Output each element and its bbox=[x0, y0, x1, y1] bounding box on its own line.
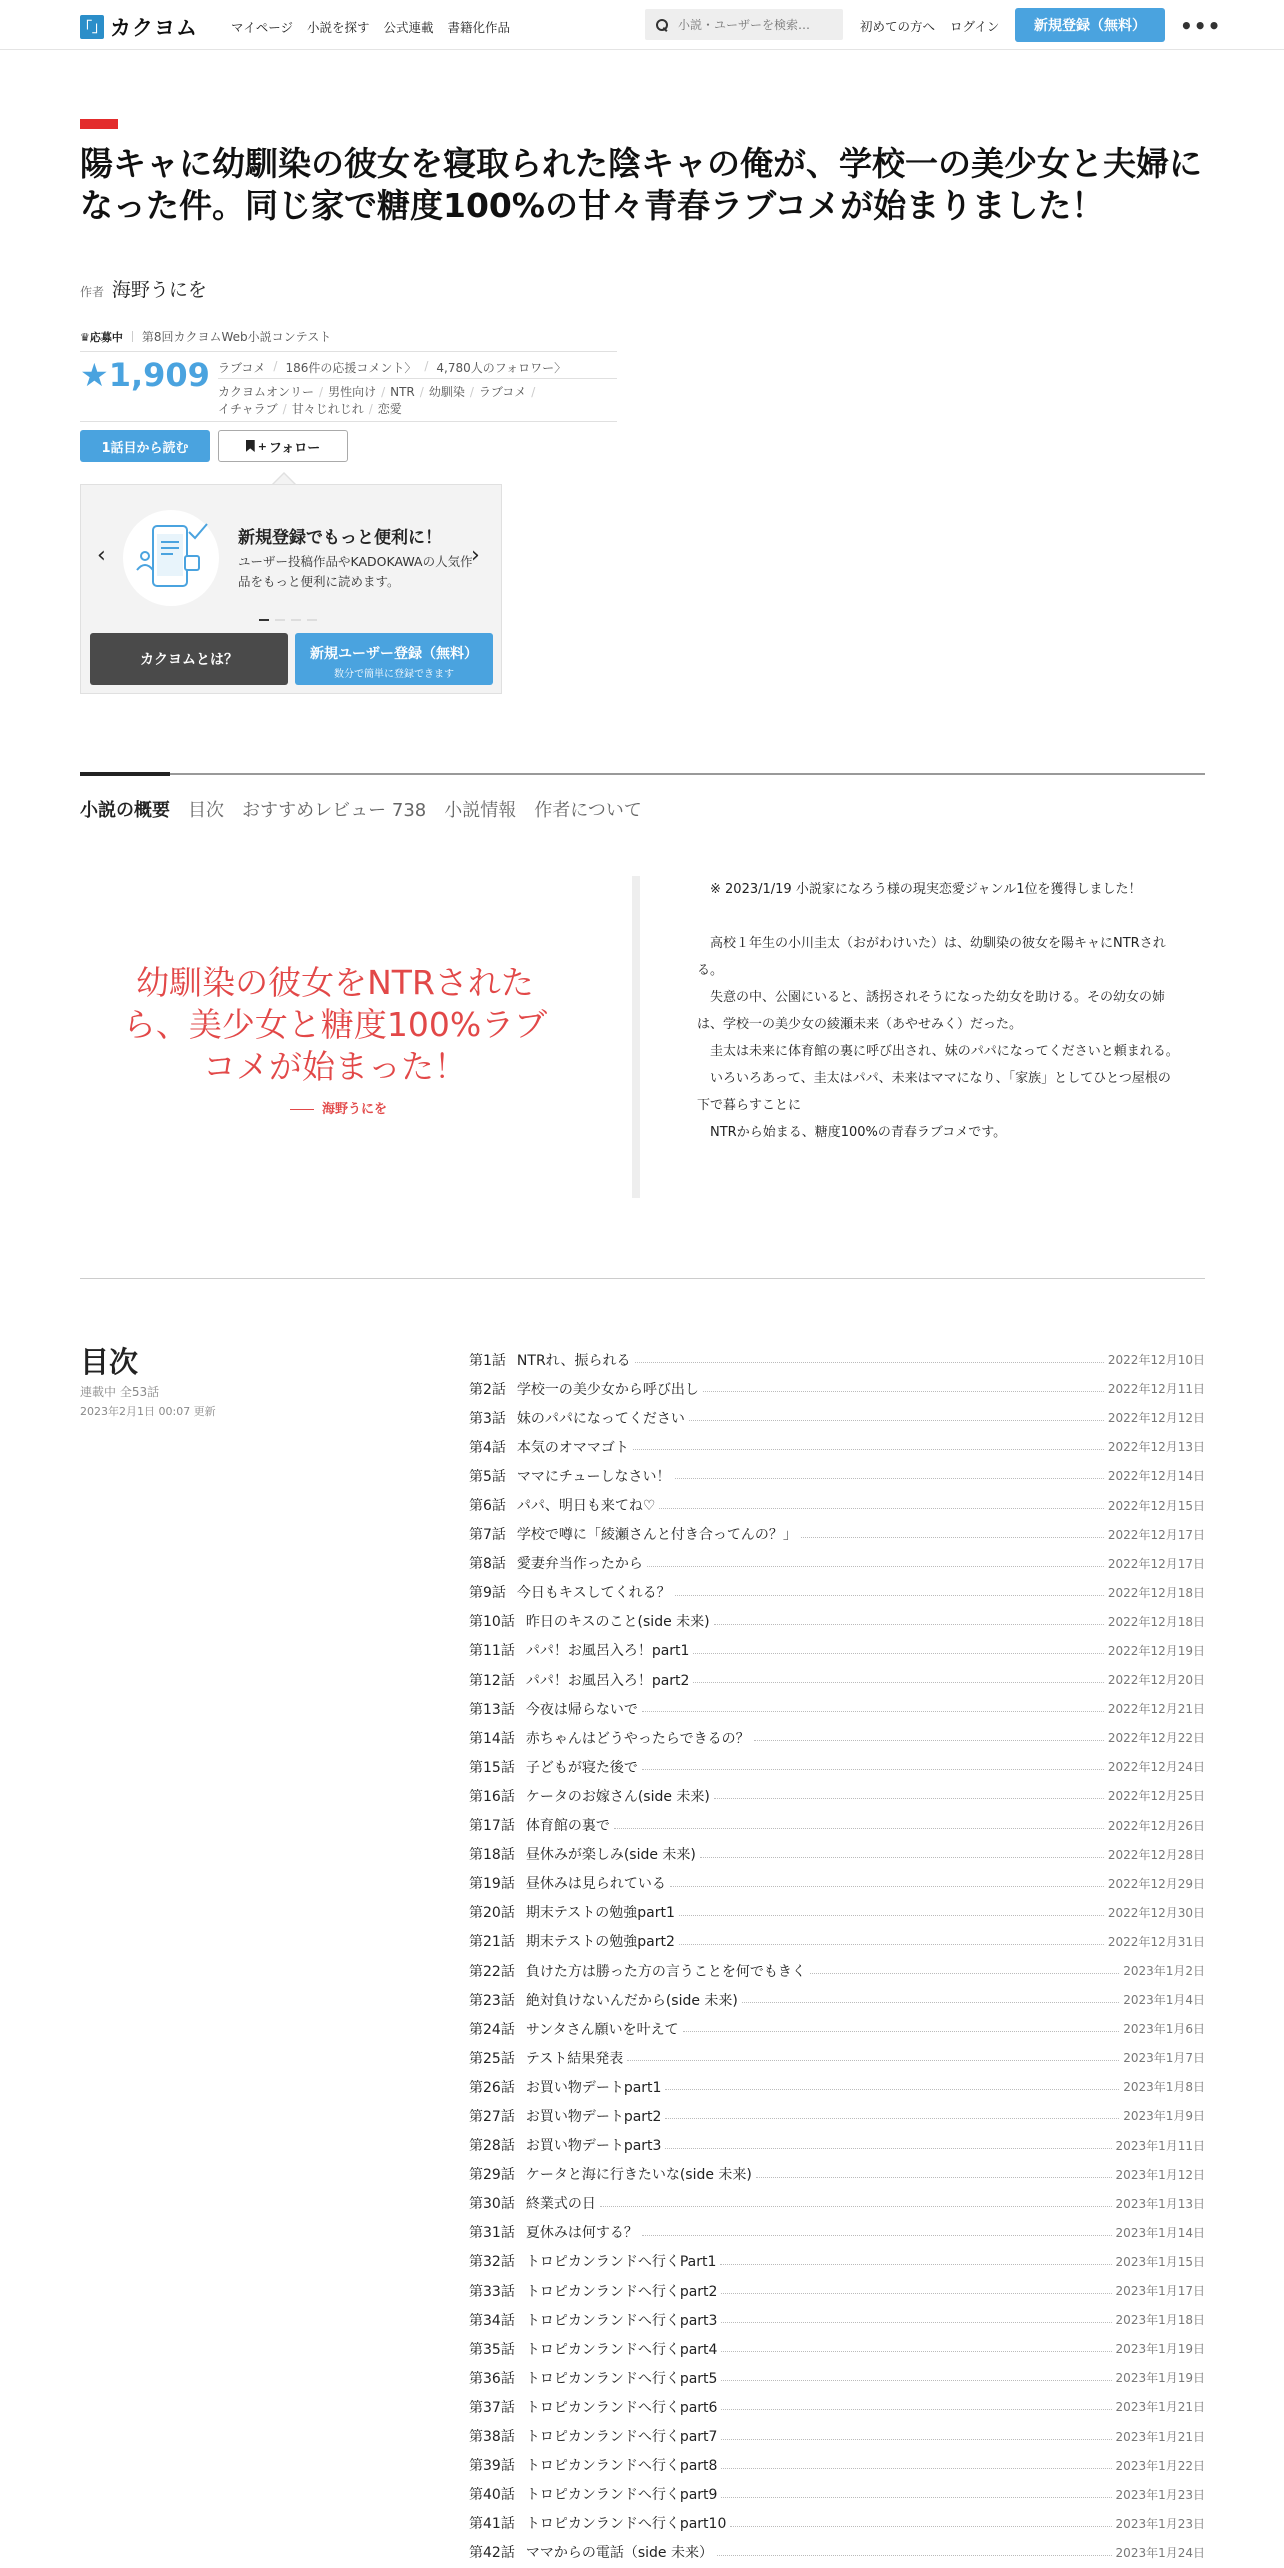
episode-number: 第39話 bbox=[469, 2458, 515, 2475]
dotted-leader bbox=[600, 2206, 1112, 2207]
episode-row[interactable] bbox=[469, 1927, 1205, 1956]
episode-number: 第17話 bbox=[469, 1818, 515, 1835]
dotted-leader bbox=[756, 2177, 1112, 2178]
episode-number: 第15話 bbox=[469, 1759, 515, 1776]
episode-number: 第14話 bbox=[469, 1730, 515, 1747]
divider bbox=[80, 421, 617, 422]
episode-row[interactable] bbox=[469, 2392, 1205, 2421]
tag[interactable]: 幼馴染 bbox=[428, 385, 465, 399]
nav-search-novels[interactable]: 小説を探す bbox=[307, 20, 370, 35]
episode-row[interactable] bbox=[469, 1432, 1205, 1461]
episode-row[interactable] bbox=[469, 1898, 1205, 1927]
dotted-leader bbox=[730, 2526, 1111, 2527]
episode-row[interactable] bbox=[469, 2451, 1205, 2480]
dotted-leader bbox=[665, 2089, 1119, 2090]
episode-title[interactable]: 愛妻弁当作ったから bbox=[516, 1556, 643, 1573]
episode-row[interactable] bbox=[469, 2218, 1205, 2247]
episode-date: 2023年1月22日 bbox=[1115, 2458, 1205, 2473]
episode-row[interactable] bbox=[469, 1811, 1205, 1840]
logo-mark-icon: 「」 bbox=[80, 15, 104, 39]
episode-row[interactable] bbox=[469, 1723, 1205, 1752]
episode-number: 第40話 bbox=[469, 2487, 515, 2504]
episode-date: 2022年12月20日 bbox=[1107, 1673, 1205, 1688]
episode-date: 2023年1月19日 bbox=[1115, 2371, 1205, 2386]
work-tabs bbox=[80, 796, 642, 822]
episode-row[interactable] bbox=[469, 1665, 1205, 1694]
tag[interactable]: 恋愛 bbox=[377, 402, 402, 416]
episode-number: 第22話 bbox=[469, 1963, 515, 1980]
tag[interactable]: ラブコメ bbox=[478, 385, 527, 399]
episode-number: 第31話 bbox=[469, 2225, 515, 2242]
episode-date: 2022年12月17日 bbox=[1107, 1556, 1205, 1571]
tab-toc[interactable]: 目次 bbox=[188, 800, 224, 821]
episode-row[interactable] bbox=[469, 1461, 1205, 1490]
dotted-leader bbox=[742, 2002, 1119, 2003]
episode-row[interactable] bbox=[469, 2363, 1205, 2392]
dotted-leader bbox=[633, 1449, 1104, 1450]
dotted-leader bbox=[659, 1508, 1103, 1509]
episode-row[interactable] bbox=[469, 1694, 1205, 1723]
episode-title[interactable]: トロピカンランドへ行くpart3 bbox=[525, 2312, 718, 2329]
first-time-link[interactable]: 初めての方へ bbox=[860, 19, 936, 34]
dotted-leader bbox=[679, 1915, 1104, 1916]
dotted-leader bbox=[665, 2118, 1119, 2119]
promo-signup-sublabel: 数分で簡単に登録できます bbox=[334, 669, 454, 680]
smartphone-illustration-icon bbox=[123, 510, 219, 606]
episode-date: 2022年12月28日 bbox=[1107, 1847, 1205, 1862]
episode-title[interactable]: お買い物デートpart3 bbox=[525, 2138, 662, 2155]
episode-date: 2023年1月19日 bbox=[1115, 2342, 1205, 2357]
episode-number: 第41話 bbox=[469, 2516, 515, 2533]
dotted-leader bbox=[675, 1478, 1104, 1479]
follow-button[interactable] bbox=[218, 430, 348, 462]
episode-date: 2022年12月25日 bbox=[1107, 1789, 1205, 1804]
episode-number: 第9話 bbox=[469, 1585, 506, 1602]
episode-row[interactable] bbox=[469, 1781, 1205, 1810]
dotted-leader bbox=[721, 2351, 1111, 2352]
episode-row[interactable] bbox=[469, 1578, 1205, 1607]
dotted-leader bbox=[721, 2439, 1111, 2440]
episode-number: 第1話 bbox=[469, 1352, 506, 1369]
dotted-leader bbox=[693, 1682, 1103, 1683]
catchphrase-author: 海野うにを bbox=[290, 1098, 387, 1117]
episode-title[interactable]: 昨日のキスのこと(side 未来) bbox=[525, 1614, 710, 1631]
episode-date: 2023年1月14日 bbox=[1115, 2225, 1205, 2240]
episode-number: 第28話 bbox=[469, 2138, 515, 2155]
dotted-leader bbox=[670, 1886, 1104, 1887]
episode-number: 第27話 bbox=[469, 2108, 515, 2125]
episode-number: 第12話 bbox=[469, 1672, 515, 1689]
dotted-leader bbox=[647, 1566, 1104, 1567]
episode-row[interactable] bbox=[469, 2072, 1205, 2101]
episode-row[interactable] bbox=[469, 2305, 1205, 2334]
dotted-leader bbox=[721, 2468, 1111, 2469]
episode-number: 第23話 bbox=[469, 1992, 515, 2009]
tag[interactable]: 甘々じれじれ bbox=[291, 402, 364, 416]
carousel-indicators bbox=[259, 619, 317, 621]
episode-number: 第29話 bbox=[469, 2167, 515, 2184]
episode-title[interactable]: 子どもが寝た後で bbox=[525, 1759, 638, 1776]
tag-list: カクヨムオンリー / 男性向け / NTR / 幼馴染 / ラブコメ / イチャラブ / 甘々じれじれ / 恋愛 bbox=[218, 385, 536, 416]
nav-published-works[interactable]: 書籍化作品 bbox=[447, 20, 511, 35]
episode-number: 第33話 bbox=[469, 2283, 515, 2300]
dotted-leader bbox=[627, 2060, 1119, 2061]
tag[interactable]: イチャラブ bbox=[218, 402, 278, 416]
episode-row[interactable] bbox=[469, 2247, 1205, 2276]
carousel-next-icon[interactable]: › bbox=[471, 543, 480, 568]
episode-title[interactable]: 今日もキスしてくれる？ bbox=[516, 1585, 671, 1602]
episode-title[interactable]: 昼休みが楽しみ(side 未来) bbox=[525, 1847, 696, 1864]
episode-title[interactable]: トロピカンランドへ行くpart2 bbox=[525, 2283, 718, 2300]
episode-title[interactable]: 負けた方は勝った方の言うことを何でもきく bbox=[525, 1963, 806, 1980]
search-box[interactable] bbox=[645, 9, 843, 40]
carousel-prev-icon[interactable]: ‹ bbox=[97, 543, 106, 568]
episode-date: 2023年1月4日 bbox=[1123, 1993, 1205, 2008]
episode-number: 第25話 bbox=[469, 2050, 515, 2067]
episode-title[interactable]: 期末テストの勉強part1 bbox=[525, 1905, 675, 1922]
dotted-leader bbox=[721, 2409, 1111, 2410]
episode-title[interactable]: 本気のオママゴト bbox=[516, 1439, 629, 1456]
promo-signup-label: 新規ユーザー登録（無料） bbox=[310, 646, 478, 662]
episode-title[interactable]: トロピカンランドへ行くpart4 bbox=[525, 2341, 718, 2358]
episode-number: 第24話 bbox=[469, 2021, 515, 2038]
introduction-text: ※ 2023/1/19 小説家になろう様の現実恋愛ジャンル1位を獲得しました！ 高校１年生の小川圭太（おがわけいた）は、幼馴染の彼女を陽キャにNTRされる。 失意の中、公園にいると、誘拐されそうになった幼女を助ける。その幼女の姉は、学校一の美少女の綾瀬未来（あやせみく）だった。 圭太は未来に体育館の裏に呼び出され、妹のパパになってくださいと頼まれる。 いろいろあって、圭太はパパ、未来はママになり、「家族」としてひとつ屋根の下で暮らすことに NTRから始まる、糖度100%の青春ラブコメです。 bbox=[697, 882, 1179, 1140]
contest-badge: ♛応募中 bbox=[80, 330, 123, 344]
genre-link[interactable]: ラブコメ bbox=[218, 361, 266, 375]
tab-about-author[interactable]: 作者について bbox=[534, 800, 642, 821]
promo-signup-button[interactable] bbox=[295, 633, 493, 685]
episode-date: 2022年12月21日 bbox=[1107, 1702, 1205, 1717]
tab-underline bbox=[80, 773, 1205, 775]
dotted-leader bbox=[703, 1391, 1104, 1392]
episode-date: 2022年12月18日 bbox=[1107, 1585, 1205, 1600]
episode-number: 第3話 bbox=[469, 1410, 506, 1427]
episode-number: 第4話 bbox=[469, 1439, 506, 1456]
episode-number: 第11話 bbox=[469, 1643, 515, 1660]
episode-number: 第2話 bbox=[469, 1381, 506, 1398]
episode-date: 2023年1月11日 bbox=[1115, 2138, 1205, 2153]
episode-title[interactable]: トロピカンランドへ行くpart9 bbox=[525, 2487, 718, 2504]
dotted-leader bbox=[675, 1595, 1104, 1596]
episode-row[interactable] bbox=[469, 2276, 1205, 2305]
episode-row[interactable] bbox=[469, 2160, 1205, 2189]
episode-row[interactable] bbox=[469, 2101, 1205, 2130]
episode-date: 2023年1月18日 bbox=[1115, 2313, 1205, 2328]
dotted-leader bbox=[714, 1798, 1104, 1799]
dotted-leader bbox=[721, 2380, 1111, 2381]
episode-row[interactable] bbox=[469, 1403, 1205, 1432]
dotted-leader bbox=[700, 1857, 1104, 1858]
tag[interactable]: カクヨムオンリー bbox=[218, 385, 315, 399]
divider bbox=[218, 378, 617, 379]
search-icon[interactable] bbox=[656, 19, 668, 31]
author-name[interactable]: 海野うにを bbox=[111, 279, 207, 301]
episode-date: 2023年1月17日 bbox=[1115, 2284, 1205, 2299]
episode-number: 第19話 bbox=[469, 1876, 515, 1893]
carousel-dot[interactable] bbox=[275, 619, 285, 621]
more-menu-icon[interactable]: ••• bbox=[1180, 14, 1222, 38]
promo-body: ユーザー投稿作品やKADOKAWAの人気作品をもっと便利に読めます。 bbox=[238, 554, 473, 589]
catchphrase: 幼馴染の彼女をNTRされたら、美少女と糖度100%ラブコメが始まった！ bbox=[122, 963, 548, 1086]
dotted-leader bbox=[720, 2264, 1111, 2265]
episode-number: 第30話 bbox=[469, 2196, 515, 2213]
episode-date: 2022年12月17日 bbox=[1107, 1527, 1205, 1542]
episode-title[interactable]: 昼休みは見られている bbox=[525, 1876, 666, 1893]
episode-number: 第32話 bbox=[469, 2254, 515, 2271]
episode-title[interactable]: テスト結果発表 bbox=[525, 2050, 624, 2067]
dotted-leader bbox=[635, 1362, 1104, 1363]
toc-heading: 目次 bbox=[80, 1345, 139, 1379]
episode-date: 2022年12月29日 bbox=[1107, 1876, 1205, 1891]
author-label: 作者 bbox=[80, 285, 105, 299]
carousel-dot[interactable] bbox=[259, 619, 269, 621]
episode-title[interactable]: お買い物デートpart2 bbox=[525, 2108, 662, 2125]
dotted-leader bbox=[721, 2322, 1111, 2323]
episode-date: 2022年12月13日 bbox=[1107, 1440, 1205, 1455]
episode-title[interactable]: 期末テストの勉強part2 bbox=[525, 1934, 675, 1951]
tag[interactable]: NTR bbox=[390, 385, 415, 399]
tag[interactable]: 男性向け bbox=[328, 385, 377, 399]
episode-row[interactable] bbox=[469, 2538, 1205, 2567]
episode-date: 2022年12月22日 bbox=[1107, 1731, 1205, 1746]
episode-date: 2023年1月15日 bbox=[1115, 2254, 1205, 2269]
main-nav bbox=[231, 18, 510, 36]
episode-row[interactable] bbox=[469, 2014, 1205, 2043]
dotted-leader bbox=[614, 1828, 1104, 1829]
intro-divider bbox=[632, 876, 640, 1198]
episode-title[interactable]: 体育館の裏で bbox=[525, 1818, 610, 1835]
episode-date: 2023年1月9日 bbox=[1123, 2109, 1205, 2124]
episode-row[interactable] bbox=[469, 2509, 1205, 2538]
episode-date: 2023年1月21日 bbox=[1115, 2400, 1205, 2415]
dotted-leader bbox=[717, 2555, 1112, 2556]
toc-status: 連載中 全53話 bbox=[80, 1385, 160, 1399]
episode-title[interactable]: ママからの電話（side 未来） bbox=[525, 2545, 713, 2562]
episode-title[interactable]: トロピカンランドへ行くpart8 bbox=[525, 2458, 718, 2475]
episode-row[interactable] bbox=[469, 1956, 1205, 1985]
episode-date: 2023年1月2日 bbox=[1123, 1964, 1205, 1979]
signup-promo-card bbox=[80, 484, 502, 694]
episode-number: 第20話 bbox=[469, 1905, 515, 1922]
episode-list bbox=[469, 1345, 1205, 2567]
episode-row[interactable] bbox=[469, 1869, 1205, 1898]
comments-link[interactable]: 186件の応援コメント〉 bbox=[285, 361, 417, 375]
author-line bbox=[80, 275, 207, 302]
episode-number: 第8話 bbox=[469, 1556, 506, 1573]
section-divider bbox=[80, 1278, 1205, 1279]
episode-date: 2022年12月11日 bbox=[1107, 1382, 1205, 1397]
toc-updated: 2023年2月1日 00:07 更新 bbox=[80, 1405, 216, 1418]
episode-row[interactable] bbox=[469, 1374, 1205, 1403]
episode-number: 第38話 bbox=[469, 2429, 515, 2446]
episode-number: 第10話 bbox=[469, 1614, 515, 1631]
episode-row[interactable] bbox=[469, 2421, 1205, 2450]
episode-title[interactable]: トロピカンランドへ行くpart5 bbox=[525, 2370, 718, 2387]
header-signup-button[interactable]: 新規登録（無料） bbox=[1015, 8, 1165, 42]
episode-title[interactable]: ケータと海に行きたいな(side 未来) bbox=[525, 2167, 752, 2184]
episode-row[interactable] bbox=[469, 1840, 1205, 1869]
episode-row[interactable] bbox=[469, 1549, 1205, 1578]
episode-number: 第21話 bbox=[469, 1934, 515, 1951]
dotted-leader bbox=[754, 1740, 1104, 1741]
tab-overview[interactable]: 小説の概要 bbox=[80, 800, 170, 821]
followers-link[interactable]: 4,780人のフォロワー〉 bbox=[436, 361, 567, 375]
episode-row[interactable] bbox=[469, 1520, 1205, 1549]
episode-title[interactable]: トロピカンランドへ行くpart6 bbox=[525, 2399, 718, 2416]
episode-title[interactable]: パパ、明日も来てね♡ bbox=[516, 1498, 656, 1515]
work-meta bbox=[218, 359, 566, 376]
episode-date: 2023年1月21日 bbox=[1115, 2429, 1205, 2444]
episode-row[interactable] bbox=[469, 2334, 1205, 2363]
episode-title[interactable]: サンタさん願いを叶えて bbox=[525, 2021, 679, 2038]
episode-title[interactable]: トロピカンランドへ行くpart7 bbox=[525, 2429, 718, 2446]
promo-heading: 新規登録でもっと便利に！ bbox=[238, 528, 442, 548]
episode-title[interactable]: パパ！お風呂入ろ！part2 bbox=[525, 1672, 690, 1689]
episode-date: 2023年1月8日 bbox=[1123, 2080, 1205, 2095]
site-header bbox=[0, 0, 1284, 50]
dotted-leader bbox=[642, 1769, 1104, 1770]
episode-title[interactable]: お買い物デートpart1 bbox=[525, 2079, 662, 2096]
episode-date: 2023年1月23日 bbox=[1115, 2516, 1205, 2531]
episode-date: 2022年12月24日 bbox=[1107, 1760, 1205, 1775]
episode-title[interactable]: 妹のパパになってください bbox=[516, 1410, 685, 1427]
active-tab-indicator bbox=[80, 772, 170, 776]
work-title: 陽キャに幼馴染の彼女を寝取られた陰キャの俺が、学校一の美少女と夫婦になった件。同じ家で糖度100%の甘々青春ラブコメが始まりました！ bbox=[80, 144, 1202, 225]
episode-date: 2022年12月30日 bbox=[1107, 1905, 1205, 1920]
episode-title[interactable]: 夏休みは何する？ bbox=[525, 2225, 638, 2242]
tab-novel-info[interactable]: 小説情報 bbox=[444, 800, 517, 821]
logo-text: カクヨム bbox=[110, 16, 198, 40]
dotted-leader bbox=[721, 2293, 1111, 2294]
dotted-leader bbox=[642, 2235, 1112, 2236]
episode-number: 第26話 bbox=[469, 2079, 515, 2096]
contest-info bbox=[80, 328, 331, 345]
follow-label: フォロー bbox=[268, 440, 321, 456]
episode-title[interactable]: 今夜は帰らないで bbox=[525, 1701, 638, 1718]
carousel-dot[interactable] bbox=[307, 619, 317, 621]
episode-title[interactable]: 終業式の日 bbox=[525, 2196, 596, 2213]
dotted-leader bbox=[642, 1711, 1104, 1712]
episode-number: 第37話 bbox=[469, 2399, 515, 2416]
search-input[interactable] bbox=[678, 18, 843, 32]
dotted-leader bbox=[689, 1420, 1104, 1421]
dotted-leader bbox=[665, 2148, 1111, 2149]
bookmark-plus-icon bbox=[246, 440, 255, 452]
contest-name[interactable]: 第8回カクヨムWeb小説コンテスト bbox=[141, 330, 332, 344]
dotted-leader bbox=[693, 1653, 1103, 1654]
episode-date: 2022年12月10日 bbox=[1107, 1353, 1205, 1368]
episode-row[interactable] bbox=[469, 1752, 1205, 1781]
episode-date: 2023年1月13日 bbox=[1115, 2196, 1205, 2211]
episode-title[interactable]: NTRれ、振られる bbox=[516, 1352, 631, 1369]
title-accent-bar bbox=[80, 119, 118, 129]
episode-date: 2023年1月24日 bbox=[1115, 2545, 1205, 2560]
episode-row[interactable] bbox=[469, 2189, 1205, 2218]
episode-date: 2022年12月31日 bbox=[1107, 1934, 1205, 1949]
episode-number: 第13話 bbox=[469, 1701, 515, 1718]
episode-row[interactable] bbox=[469, 2131, 1205, 2160]
episode-number: 第18話 bbox=[469, 1847, 515, 1864]
episode-number: 第16話 bbox=[469, 1788, 515, 1805]
dotted-leader bbox=[721, 2497, 1111, 2498]
episode-row[interactable] bbox=[469, 2480, 1205, 2509]
nav-official-serial[interactable]: 公式連載 bbox=[383, 20, 434, 35]
episode-title[interactable]: ケータのお嫁さん(side 未来) bbox=[525, 1788, 710, 1805]
episode-row[interactable] bbox=[469, 1607, 1205, 1636]
episode-title[interactable]: 学校で噂に「綾瀬さんと付き合ってんの？」 bbox=[516, 1527, 797, 1544]
episode-title[interactable]: トロピカンランドへ行くPart1 bbox=[525, 2254, 717, 2271]
episode-row[interactable] bbox=[469, 1345, 1205, 1374]
episode-number: 第42話 bbox=[469, 2545, 515, 2562]
episode-date: 2022年12月19日 bbox=[1107, 1643, 1205, 1658]
kakuyomu-logo[interactable] bbox=[80, 12, 198, 42]
nav-mypage[interactable]: マイページ bbox=[231, 20, 294, 35]
episode-number: 第7話 bbox=[469, 1527, 506, 1544]
login-link[interactable]: ログイン bbox=[950, 19, 1000, 34]
divider bbox=[132, 331, 133, 342]
tab-reviews[interactable]: おすすめレビュー 738 bbox=[242, 800, 427, 821]
episode-title[interactable]: 学校一の美少女から呼び出し bbox=[516, 1381, 699, 1398]
episode-date: 2023年1月12日 bbox=[1115, 2167, 1205, 2182]
separator: / bbox=[273, 359, 278, 373]
episode-title[interactable]: パパ！お風呂入ろ！part1 bbox=[525, 1643, 690, 1660]
divider bbox=[80, 351, 617, 352]
episode-number: 第5話 bbox=[469, 1468, 506, 1485]
plus-icon: + bbox=[257, 439, 267, 453]
dotted-leader bbox=[801, 1537, 1104, 1538]
episode-row[interactable] bbox=[469, 2043, 1205, 2072]
episode-title[interactable]: ママにチューしなさい！ bbox=[516, 1468, 671, 1485]
episode-number: 第35話 bbox=[469, 2341, 515, 2358]
episode-row[interactable] bbox=[469, 1490, 1205, 1519]
episode-date: 2023年1月23日 bbox=[1115, 2487, 1205, 2502]
episode-title[interactable]: 絶対負けないんだから(side 未来) bbox=[525, 1992, 738, 2009]
episode-number: 第34話 bbox=[469, 2312, 515, 2329]
dotted-leader bbox=[810, 1973, 1119, 1974]
episode-row[interactable] bbox=[469, 1985, 1205, 2014]
episode-number: 第36話 bbox=[469, 2370, 515, 2387]
episode-date: 2023年1月7日 bbox=[1123, 2051, 1205, 2066]
episode-date: 2022年12月26日 bbox=[1107, 1818, 1205, 1833]
episode-date: 2022年12月14日 bbox=[1107, 1469, 1205, 1484]
star-count[interactable]: ★1,909 bbox=[80, 356, 210, 394]
episode-date: 2022年12月12日 bbox=[1107, 1411, 1205, 1426]
episode-title[interactable]: トロピカンランドへ行くpart10 bbox=[525, 2516, 727, 2533]
episode-date: 2022年12月15日 bbox=[1107, 1498, 1205, 1513]
episode-row[interactable] bbox=[469, 1636, 1205, 1665]
episode-number: 第6話 bbox=[469, 1498, 506, 1515]
read-from-first-button[interactable]: 1話目から読む bbox=[80, 430, 210, 462]
dotted-leader bbox=[683, 2031, 1120, 2032]
about-kakuyomu-button[interactable]: カクヨムとは？ bbox=[90, 633, 288, 685]
separator: / bbox=[424, 359, 429, 373]
episode-date: 2023年1月6日 bbox=[1123, 2022, 1205, 2037]
dotted-leader bbox=[714, 1624, 1104, 1625]
carousel-dot[interactable] bbox=[291, 619, 301, 621]
dotted-leader bbox=[679, 1944, 1104, 1945]
episode-date: 2022年12月18日 bbox=[1107, 1614, 1205, 1629]
episode-title[interactable]: 赤ちゃんはどうやったらできるの？ bbox=[525, 1730, 750, 1747]
